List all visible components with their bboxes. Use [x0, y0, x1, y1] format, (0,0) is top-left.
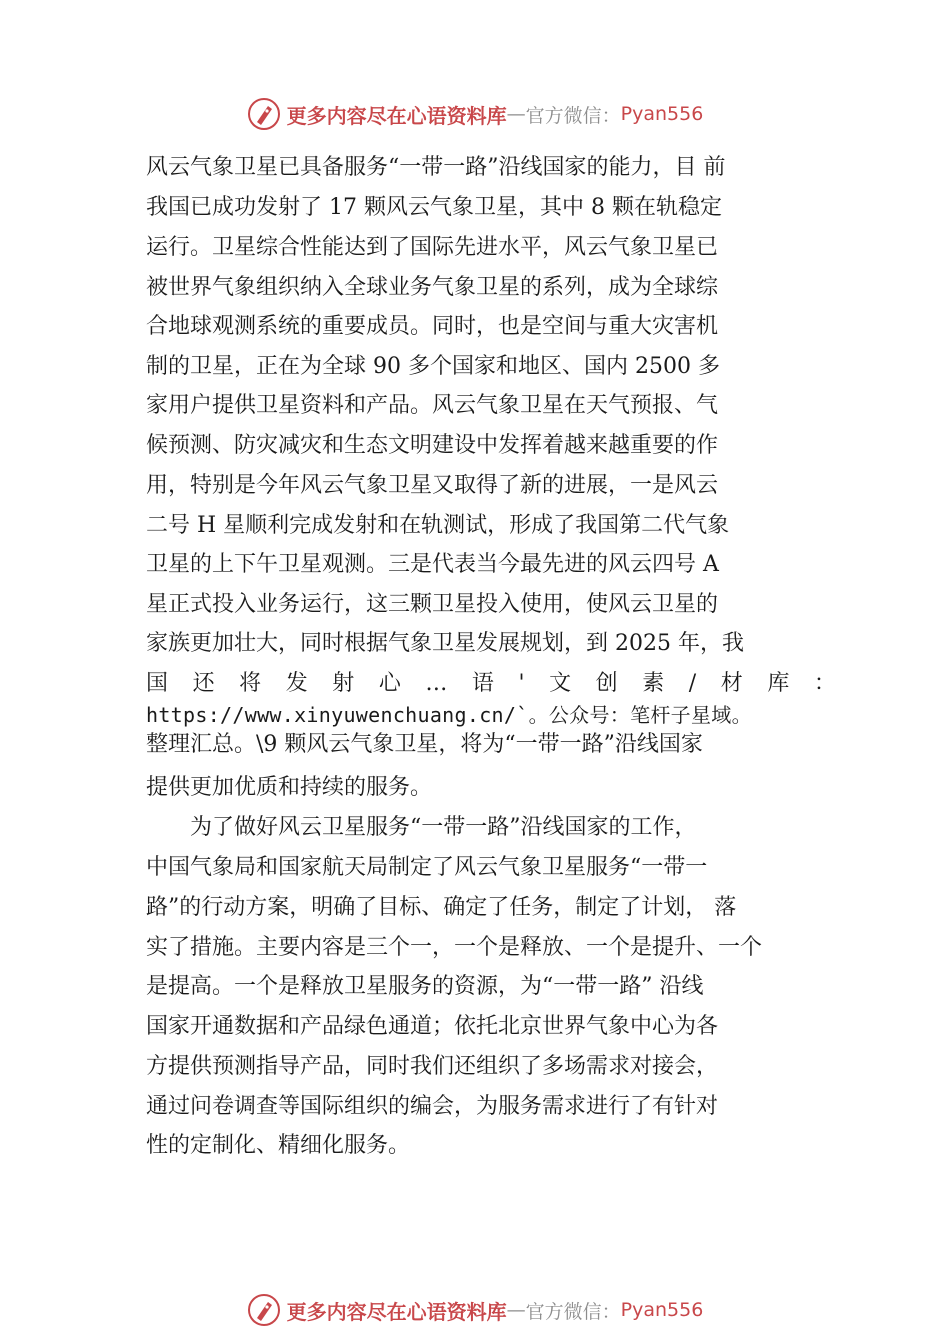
text-line: 卫星的上下午卫星观测。三是代表当今最先进的风云四号 A: [146, 552, 719, 577]
text-line: 实了措施。主要内容是三个一，一个是释放、一个是提升、一个: [146, 935, 763, 960]
spread-char: 心: [378, 671, 401, 696]
footer-separator: —: [506, 1299, 526, 1321]
text-line: 用，特别是今年风云气象卫星又取得了新的进展，一是风云: [146, 473, 719, 498]
text-line: 星正式投入业务运行，这三颗卫星投入使用，使风云卫星的: [146, 592, 719, 617]
text-line: 候预测、防灾减灾和生态文明建设中发挥着越来越重要的作: [146, 433, 719, 458]
pen-nib-logo-icon: [247, 97, 281, 131]
footer-wechat-label: 官方微信：: [525, 1300, 621, 1323]
text-line: 家族更加壮大，同时根据气象卫星发展规划，到 2025 年，我: [146, 631, 744, 656]
text-line: 是提高。一个是释放卫星服务的资源，为“一带一路” 沿线: [146, 974, 704, 999]
spread-char: 射: [332, 671, 355, 696]
spread-char: …: [425, 671, 448, 696]
spread-char: 创: [595, 671, 618, 696]
text-line: 提供更加优质和持续的服务。: [146, 775, 433, 800]
text-line: 运行。卫星综合性能达到了国际先进水平，风云气象卫星已: [146, 235, 719, 260]
header-brand: 更多内容尽在心语资料库: [286, 103, 507, 128]
text-line: 路”的行动方案，明确了目标、确定了任务，制定了计划， 落: [146, 895, 737, 920]
text-line-spread: [146, 669, 836, 699]
text-line: 制的卫星，正在为全球 90 多个国家和地区、国内 2500 多: [146, 354, 720, 379]
text-line: 合地球观测系统的重要成员。同时，也是空间与重大灾害机: [146, 314, 719, 339]
text-line: 家用户提供卫星资料和产品。风云气象卫星在天气预报、气: [146, 393, 719, 418]
header-wechat-label: 官方微信：: [525, 104, 621, 127]
pen-nib-logo-icon: [247, 1293, 281, 1327]
text-line: 通过问卷调查等国际组织的编会，为服务需求进行了有针对: [146, 1094, 719, 1119]
text-line: 为了做好风云卫星服务“一带一路”沿线国家的工作，: [146, 815, 697, 840]
text-line: 二号 H 星顺利完成发射和在轨测试，形成了我国第二代气象: [146, 513, 730, 538]
text-line: 整理汇总。\9 颗风云气象卫星，将为“一带一路”沿线国家: [146, 732, 703, 757]
spread-char: 素: [642, 671, 665, 696]
spread-char: 国: [146, 671, 169, 696]
spread-char: 材: [720, 671, 743, 696]
spread-char: /: [688, 671, 697, 696]
spread-char: ': [518, 671, 525, 696]
spread-char: 文: [549, 671, 572, 696]
header-separator: —: [506, 103, 526, 125]
text-line: 被世界气象组织纳入全球业务气象卫星的系列，成为全球综: [146, 275, 719, 300]
spread-char: 还: [192, 671, 215, 696]
spread-char: 发: [285, 671, 308, 696]
header-wechat-id: Pyan556: [620, 103, 704, 125]
text-line: 国家开通数据和产品绿色通道；依托北京世界气象中心为各: [146, 1014, 719, 1039]
header-banner: [0, 94, 950, 134]
text-line: 风云气象卫星已具备服务“一带一路”沿线国家的能力，目 前: [146, 155, 726, 180]
spread-char: 语: [471, 671, 494, 696]
text-line: 性的定制化、精细化服务。: [146, 1133, 411, 1158]
url-line: https://www.xinyuwenchuang.cn/`。公众号：笔杆子星域。: [146, 703, 752, 727]
footer-wechat-id: Pyan556: [620, 1299, 704, 1321]
text-line: 方提供预测指导产品，同时我们还组织了多场需求对接会，: [146, 1054, 719, 1079]
spread-char: 将: [239, 671, 262, 696]
text-line: 中国气象局和国家航天局制定了风云气象卫星服务“一带一: [146, 855, 708, 880]
text-line: 我国已成功发射了 17 颗风云气象卫星，其中 8 颗在轨稳定: [146, 195, 722, 220]
footer-brand: 更多内容尽在心语资料库: [286, 1299, 507, 1324]
footer-banner: [0, 1290, 950, 1330]
spread-char: 库: [767, 671, 790, 696]
spread-char: ：: [813, 671, 836, 696]
